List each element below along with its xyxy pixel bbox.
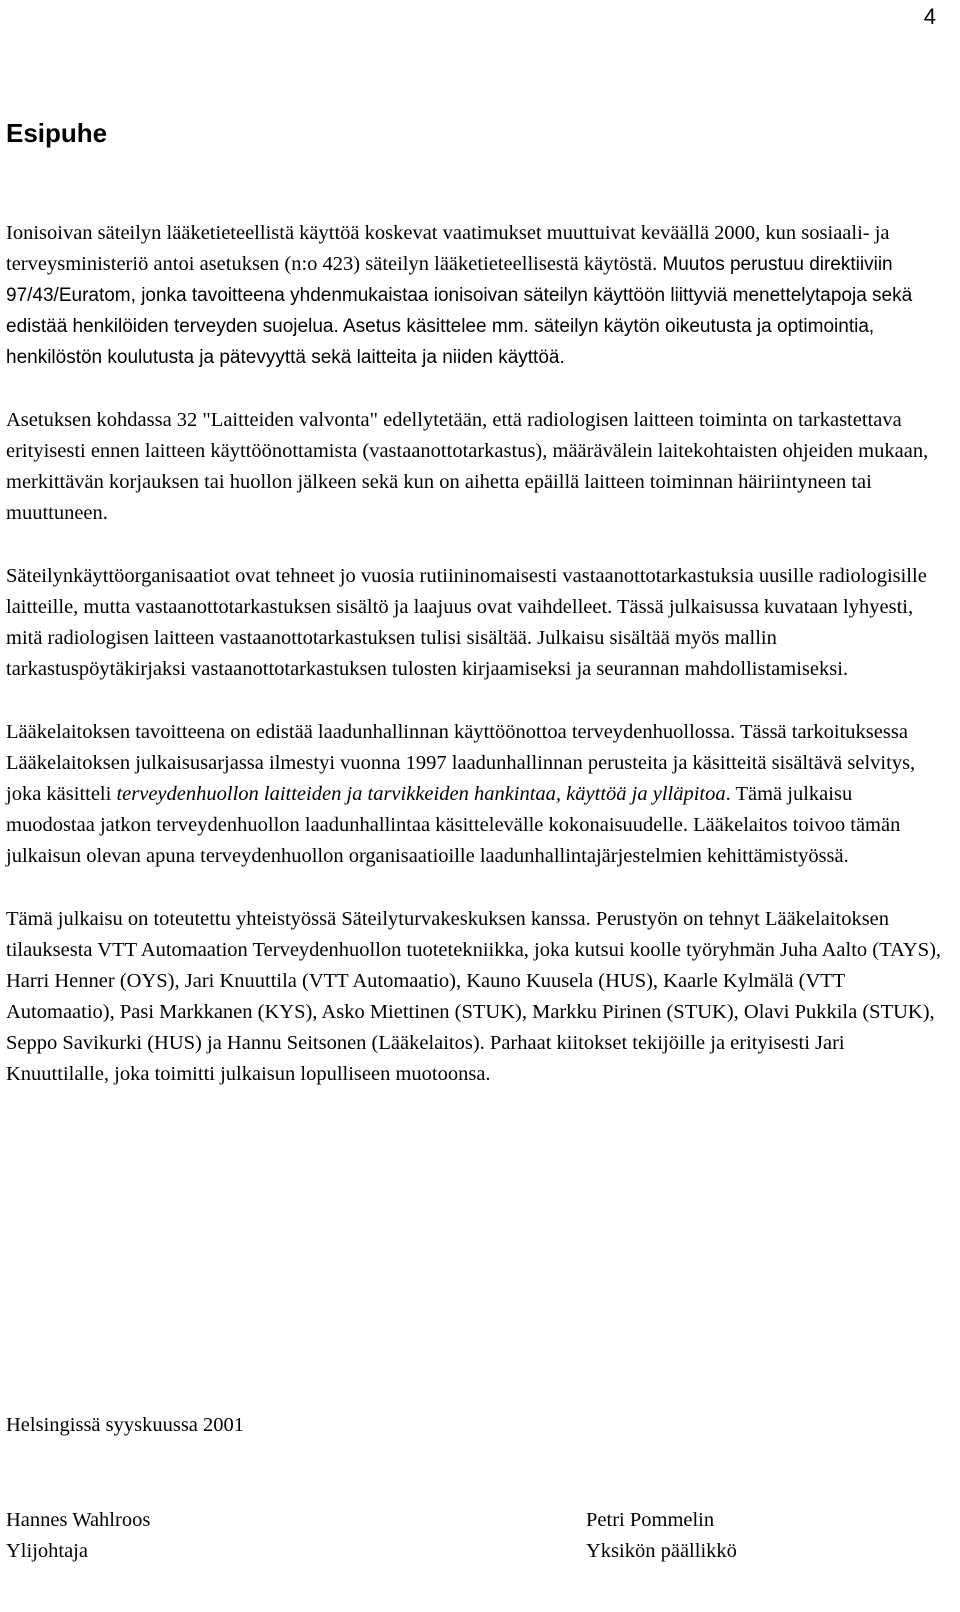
- signature-right: [586, 1505, 737, 1567]
- paragraph-3: Säteilynkäyttöorganisaatiot ovat tehneet jo vuosia rutiininomaisesti vastaanottotarkastuksia uusille radiologisille laitteille, mutta vastaanottotarkastuksen sisältö ja laajuus ovat vaihdelleet. Tässä julkaisussa kuvataan lyhyesti, mitä radiologisen laitteen vastaanottotarkastuksen tulisi sisältää. Julkaisu sisältää myös mallin tarkastuspöytäkirjaksi vastaanottotarkastuksen tulosten kirjaamiseksi ja seurannan mahdollistamiseksi.: [6, 565, 927, 680]
- paragraph-1-serif-part: Ionisoivan säteilyn lääketieteellistä käyttöä koskevat vaatimukset muuttuivat keväällä 2000, kun sosiaali- ja terveysministeriö antoi asetuksen (n:o 423) säteilyn lääketieteellisestä käytöstä.: [6, 222, 890, 275]
- signature-left: [6, 1505, 150, 1567]
- paragraph-5: Tämä julkaisu on toteutettu yhteistyössä Säteilyturvakeskuksen kanssa. Perustyön on tehnyt Lääkelaitoksen tilauksesta VTT Automaation Terveydenhuollon tuotetekniikka, joka kutsui koolle työryhmän Juha Aalto (TAYS), Harri Henner (OYS), Jari Knuuttila (VTT Automaatio), Kauno Kuusela (HUS), Kaarle Kylmälä (VTT Automaatio), Pasi Markkanen (KYS), Asko Miettinen (STUK), Markku Pirinen (STUK), Olavi Pukkila (STUK), Seppo Savikurki (HUS) ja Hannu Seitsonen (Lääkelaitos). Parhaat kiitokset tekijöille ja erityisesti Jari Knuuttilalle, joka toimitti julkaisun lopulliseen muotoonsa.: [6, 908, 942, 1085]
- signer-title-left: Ylijohtaja: [6, 1540, 88, 1562]
- page-number: 4: [923, 4, 936, 29]
- place-and-date: Helsingissä syyskuussa 2001: [6, 1414, 245, 1436]
- paragraph-1-sans-part: Muutos perustuu direktiiviin 97/43/Euratom, jonka tavoitteena yhdenmukaistaa ionisoivan säteilyn käyttöön liittyviä menettelytapoja sekä edistää henkilöiden terveyden suojelua. Asetus käsittelee mm. säteilyn käytön oikeutusta ja optimointia, henkilöstön koulutusta ja pätevyyttä sekä laitteita ja niiden käyttöä.: [6, 254, 913, 368]
- page-title: Esipuhe: [6, 118, 108, 148]
- paragraph-4: [6, 717, 946, 872]
- paragraph-1: [6, 218, 946, 373]
- signer-name-right: Petri Pommelin: [586, 1509, 715, 1531]
- signer-name-left: Hannes Wahlroos: [6, 1509, 151, 1531]
- paragraph-2: Asetuksen kohdassa 32 "Laitteiden valvonta" edellytetään, että radiologisen laitteen toiminta on tarkastettava erityisesti ennen laitteen käyttöönottamista (vastaanottotarkastus), määrävälein laitekohtaisten ohjeiden mukaan, merkittävän korjauksen tai huollon jälkeen sekä kun on aihetta epäillä laitteen toiminnan häiriintyneen tai muuttuneen.: [6, 409, 929, 524]
- document-body: [6, 218, 946, 1122]
- paragraph-4-part-1: Lääkelaitoksen tavoitteena on edistää laadunhallinnan käyttöönottoa terveydenhuollossa. Tässä tarkoituksessa Lääkelaitoksen julkaisusarjassa ilmestyi vuonna 1997 laadunhallinnan perusteita ja käsitteitä sisältävä selvitys, joka käsitteli: [6, 721, 916, 805]
- paragraph-4-part-2: . Tämä julkaisu muodostaa jatkon terveydenhuollon laadunhallintaa käsittelevälle kokonaisuudelle. Lääkelaitos toivoo tämän julkaisun olevan apuna terveydenhuollon organisaatioille laadunhallintajärjestelmien kehittämistyössä.: [6, 783, 901, 867]
- signer-title-right: Yksikön päällikkö: [586, 1540, 737, 1562]
- paragraph-4-italic-title: terveydenhuollon laitteiden ja tarvikkeiden hankintaa, käyttöä ja ylläpitoa: [116, 783, 726, 805]
